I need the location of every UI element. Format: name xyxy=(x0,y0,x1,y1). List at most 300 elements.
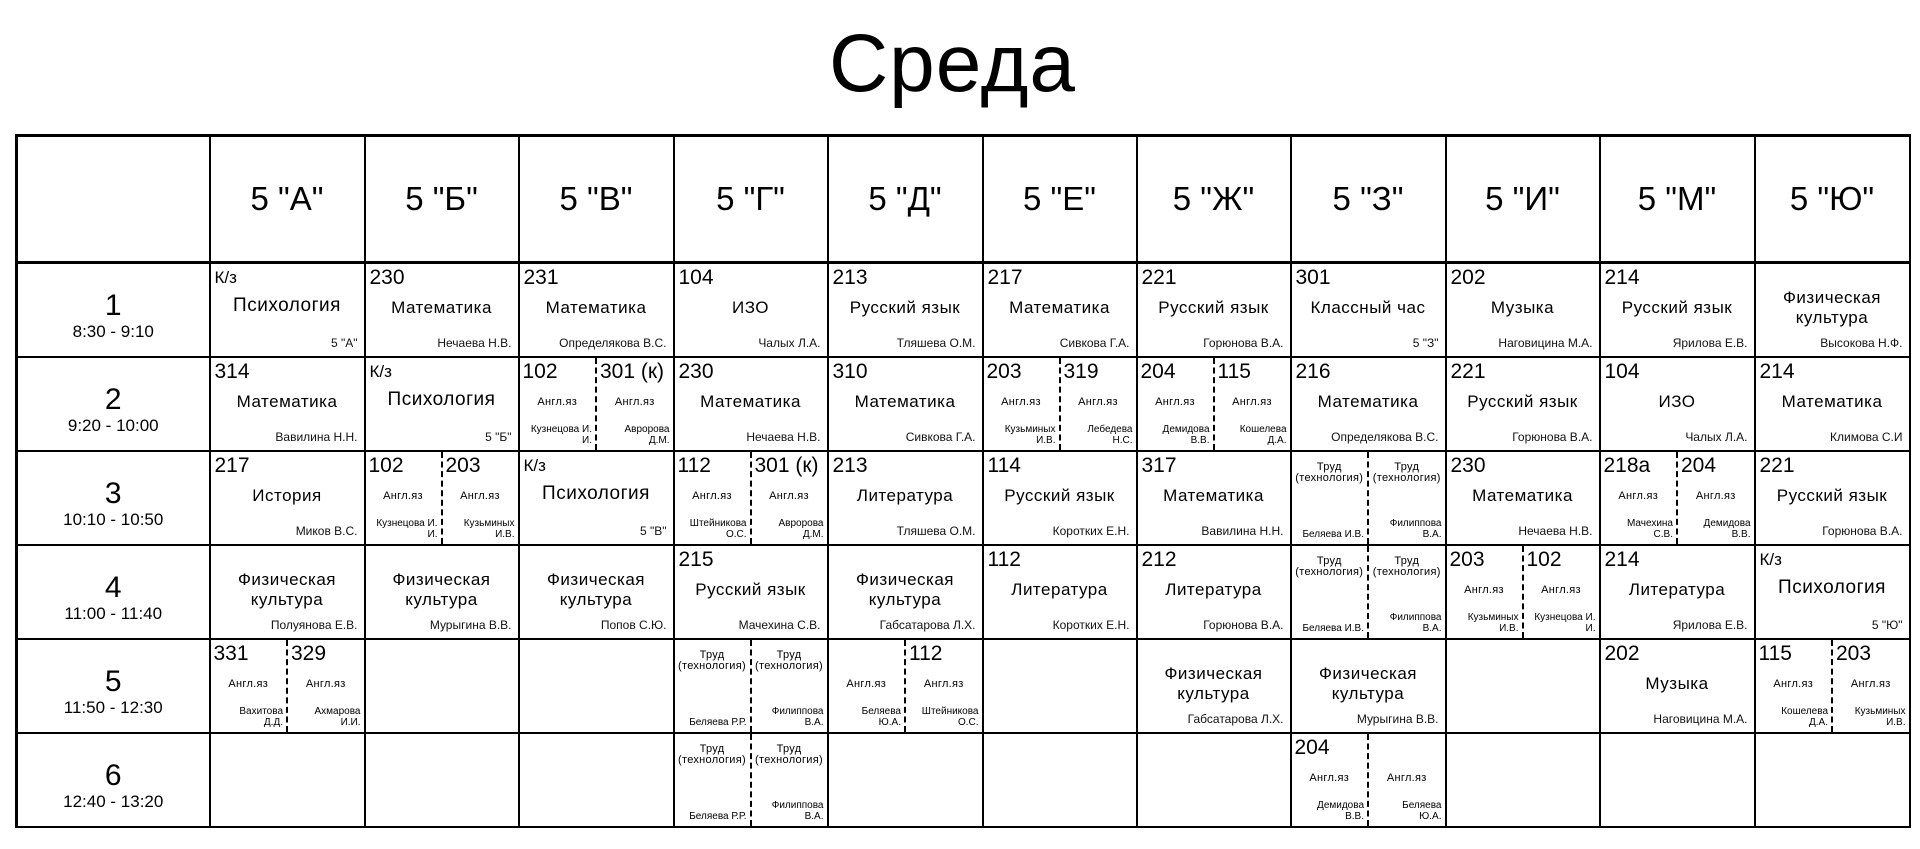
split-lesson xyxy=(829,640,982,732)
split-lesson xyxy=(1292,452,1445,544)
lesson-cell xyxy=(828,639,983,733)
subject-name: Англ.яз xyxy=(1773,678,1814,690)
lesson-cell xyxy=(1600,733,1755,827)
lesson xyxy=(984,264,1136,356)
room-number: 217 xyxy=(987,266,1023,289)
teacher-name: Беляева Р.Р. xyxy=(689,811,747,822)
subject-name: Психология xyxy=(1778,577,1886,598)
split-lesson xyxy=(675,452,827,544)
lesson xyxy=(1756,358,1909,450)
room-number: 203 xyxy=(1449,548,1485,571)
subject-name: Труд (технология) xyxy=(755,743,823,766)
subject-name: Труд (технология) xyxy=(678,743,746,766)
subject-name: Англ.яз xyxy=(923,678,964,690)
subject-name: Англ.яз xyxy=(1695,490,1736,502)
lesson xyxy=(1601,358,1754,450)
lesson xyxy=(675,358,827,450)
teacher-name: Демидова В.В. xyxy=(1703,518,1751,540)
lesson-cell xyxy=(674,545,828,639)
split-half xyxy=(441,452,518,544)
lesson-cell xyxy=(1137,263,1291,358)
lesson xyxy=(366,358,518,450)
lesson-cell xyxy=(1291,639,1446,733)
class-header-cell xyxy=(983,136,1137,263)
room-number: 104 xyxy=(1604,360,1640,383)
class-header-cell xyxy=(828,136,983,263)
lesson-cell xyxy=(1600,545,1755,639)
class-header-cell xyxy=(1600,136,1755,263)
lesson xyxy=(829,546,982,638)
room-number: 216 xyxy=(1295,360,1331,383)
teacher-name: 5 "Ю" xyxy=(1871,618,1903,632)
lesson-cell xyxy=(210,451,365,545)
period-number: 4 xyxy=(104,571,122,604)
lesson xyxy=(1292,640,1445,732)
lesson-cell xyxy=(983,451,1137,545)
teacher-name: Ярилова Е.В. xyxy=(1672,618,1748,632)
room-number: 319 xyxy=(1063,360,1099,383)
room-number: 203 xyxy=(986,360,1022,383)
subject-name: Физическая культура xyxy=(1783,288,1881,327)
subject-name: Классный час xyxy=(1310,298,1426,317)
subject-name: Труд (технология) xyxy=(1295,555,1364,578)
class-name: 5 "Г" xyxy=(716,180,785,217)
period-cell xyxy=(17,451,210,545)
lesson xyxy=(675,264,827,356)
room-number: 203 xyxy=(1836,642,1872,665)
lesson-cell xyxy=(1137,733,1291,827)
teacher-name: Беляева Р.Р. xyxy=(689,717,747,728)
split-half xyxy=(904,640,982,732)
class-name: 5 "И" xyxy=(1485,180,1560,217)
timetable-body xyxy=(17,263,1910,828)
room-number: 329 xyxy=(291,642,327,665)
teacher-name: Кузьминых И.В. xyxy=(1467,612,1519,634)
period-number: 5 xyxy=(104,665,122,698)
class-name: 5 "Д" xyxy=(868,180,942,217)
subject-name: Труд (технология) xyxy=(678,649,746,672)
room-number: 221 xyxy=(1759,454,1795,477)
subject-name: Англ.яз xyxy=(537,396,578,408)
lesson-cell xyxy=(1446,451,1600,545)
teacher-name: 5 "З" xyxy=(1412,336,1439,350)
subject-name: Англ.яз xyxy=(1078,396,1118,408)
subject-name: Психология xyxy=(233,295,341,316)
room-number: 218а xyxy=(1603,454,1651,477)
teacher-name: Ярилова Е.В. xyxy=(1672,336,1748,350)
subject-name: Русский язык xyxy=(1467,392,1578,411)
class-name: 5 "В" xyxy=(559,180,633,217)
subject-name: Англ.яз xyxy=(1464,584,1504,596)
split-half xyxy=(750,640,827,732)
teacher-name: Штейникова О.С. xyxy=(689,518,747,540)
lesson-cell xyxy=(983,545,1137,639)
teacher-name: Авророва Д.М. xyxy=(624,424,670,446)
room-number: 112 xyxy=(987,548,1021,571)
lesson-cell xyxy=(1600,451,1755,545)
teacher-name: Демидова В.В. xyxy=(1317,800,1364,822)
lesson xyxy=(1601,546,1754,638)
subject-name: Математика xyxy=(1163,486,1264,505)
teacher-name: Полуянова Е.В. xyxy=(270,618,358,632)
lesson xyxy=(675,546,827,638)
subject-name: Психология xyxy=(387,389,496,410)
lesson-cell xyxy=(210,545,365,639)
teacher-name: Беляева И.В. xyxy=(1302,623,1364,634)
split-half xyxy=(750,452,827,544)
room-number: 221 xyxy=(1450,360,1486,383)
lesson-cell xyxy=(1446,263,1600,358)
subject-name: Математика xyxy=(1009,298,1110,317)
period-row xyxy=(17,639,1910,733)
split-half xyxy=(1367,452,1445,544)
lesson-cell xyxy=(1137,545,1291,639)
lesson xyxy=(520,452,673,544)
lesson xyxy=(1756,546,1909,638)
class-header-cell xyxy=(1137,136,1291,263)
lesson-cell xyxy=(983,357,1137,451)
corner-cell xyxy=(17,136,210,263)
split-lesson xyxy=(1601,452,1754,544)
split-half xyxy=(1213,358,1290,450)
room-number: 204 xyxy=(1140,360,1176,383)
lesson-cell xyxy=(365,451,519,545)
room-number: 231 xyxy=(523,266,559,289)
lesson-cell xyxy=(828,263,983,358)
subject-name: Музыка xyxy=(1645,674,1709,693)
split-lesson xyxy=(366,452,518,544)
subject-name: Труд (технология) xyxy=(1372,555,1441,578)
room-number: 115 xyxy=(1758,642,1792,665)
period-number: 3 xyxy=(104,477,122,510)
lesson xyxy=(1447,264,1599,356)
subject-name: Математика xyxy=(391,298,492,317)
period-cell xyxy=(17,357,210,451)
teacher-name: Кузьминых И.В. xyxy=(463,518,515,540)
timetable xyxy=(15,134,1911,828)
teacher-name: Беляева И.В. xyxy=(1302,529,1364,540)
subject-name: ИЗО xyxy=(731,298,770,317)
teacher-name: Тляшева О.М. xyxy=(896,524,976,538)
period-number: 1 xyxy=(104,289,122,322)
room-number: 230 xyxy=(369,266,405,289)
teacher-name: Определякова В.С. xyxy=(559,336,667,350)
lesson-cell xyxy=(1755,545,1910,639)
subject-name: Литература xyxy=(1165,580,1262,599)
room-number: 202 xyxy=(1604,642,1640,665)
page-title: Среда xyxy=(828,18,1077,109)
split-lesson xyxy=(1292,546,1445,638)
teacher-name: Горюнова В.А. xyxy=(1203,618,1284,632)
room-number: 114 xyxy=(987,454,1021,477)
teacher-name: Мачехина С.В. xyxy=(1626,518,1673,540)
subject-name: Англ.яз xyxy=(305,678,346,690)
lesson-cell xyxy=(1600,263,1755,358)
lesson-cell xyxy=(1291,263,1446,358)
lesson-cell xyxy=(674,357,828,451)
subject-name: Физическая культура xyxy=(547,570,645,609)
class-header-row xyxy=(17,136,1910,263)
period-row xyxy=(17,451,1910,545)
teacher-name: Миков В.С. xyxy=(295,524,358,538)
lesson xyxy=(1756,452,1909,544)
split-half xyxy=(211,640,287,732)
teacher-name: 5 "Б" xyxy=(485,430,512,444)
room-number: 230 xyxy=(678,360,714,383)
split-half xyxy=(1059,358,1136,450)
lesson-cell xyxy=(519,545,674,639)
lesson xyxy=(984,546,1136,638)
subject-name: Англ.яз xyxy=(228,678,269,690)
class-name: 5 "З" xyxy=(1332,180,1404,217)
lesson xyxy=(211,452,364,544)
lesson-cell xyxy=(519,263,674,358)
teacher-name: Вавилина Н.Н. xyxy=(1201,524,1284,538)
lesson-cell xyxy=(1755,263,1910,358)
lesson-cell xyxy=(828,451,983,545)
lesson xyxy=(984,452,1136,544)
lesson-cell xyxy=(519,357,674,451)
room-number: 310 xyxy=(832,360,868,383)
teacher-name: Чалых Л.А. xyxy=(758,336,821,350)
subject-name: Русский язык xyxy=(1621,298,1733,317)
room-number: 214 xyxy=(1604,548,1640,571)
room-number: 317 xyxy=(1141,454,1177,477)
lesson-cell xyxy=(519,451,674,545)
split-half xyxy=(984,358,1059,450)
subject-name: Математика xyxy=(1317,392,1419,411)
lesson-cell xyxy=(1291,733,1446,827)
lesson-cell xyxy=(828,357,983,451)
class-header-cell xyxy=(1755,136,1910,263)
teacher-name: Сивкова Г.А. xyxy=(905,430,976,444)
split-half xyxy=(520,358,596,450)
period-time: 11:00 - 11:40 xyxy=(64,604,163,623)
split-half xyxy=(1756,640,1832,732)
subject-name: Англ.яз xyxy=(1155,396,1195,408)
room-number: 112 xyxy=(677,454,711,477)
subject-name: Математика xyxy=(854,392,956,411)
teacher-name: Демидова В.В. xyxy=(1162,424,1210,446)
lesson xyxy=(366,264,518,356)
split-half xyxy=(1831,640,1909,732)
lesson xyxy=(1601,640,1754,732)
subject-name: Русский язык xyxy=(1776,486,1888,505)
split-half xyxy=(1601,452,1677,544)
period-cell xyxy=(17,263,210,358)
subject-name: Труд (технология) xyxy=(755,649,823,672)
subject-name: Англ.яз xyxy=(1386,772,1427,784)
room-number: 102 xyxy=(368,454,404,477)
period-cell xyxy=(17,733,210,827)
room-number: 102 xyxy=(1526,548,1562,571)
teacher-name: Кузьминых И.В. xyxy=(1854,706,1906,728)
split-half xyxy=(1447,546,1522,638)
lesson-cell xyxy=(1291,451,1446,545)
teacher-name: Штейникова О.С. xyxy=(921,706,979,728)
lesson-cell xyxy=(674,639,828,733)
lesson xyxy=(1447,358,1599,450)
room-number: 301 (к) xyxy=(754,454,819,477)
split-half xyxy=(675,640,750,732)
split-half xyxy=(1676,452,1754,544)
teacher-name: Кузнецова И. И. xyxy=(376,518,438,540)
split-lesson xyxy=(520,358,673,450)
lesson-cell xyxy=(365,263,519,358)
subject-name: ИЗО xyxy=(1658,392,1696,411)
teacher-name: Тляшева О.М. xyxy=(896,336,976,350)
subject-name: Математика xyxy=(1472,486,1573,505)
split-half xyxy=(1367,546,1445,638)
period-time: 9:20 - 10:00 xyxy=(67,416,159,435)
subject-name: Англ.яз xyxy=(1309,772,1350,784)
teacher-name: Климова С.И xyxy=(1830,430,1903,444)
lesson-cell xyxy=(1446,733,1600,827)
teacher-name: Кошелева Д.А. xyxy=(1781,706,1828,728)
lesson xyxy=(211,264,364,356)
teacher-name: Кузнецова И. И. xyxy=(1534,612,1596,634)
class-header-cell xyxy=(210,136,365,263)
lesson-cell xyxy=(210,263,365,358)
subject-name: Русский язык xyxy=(695,580,806,599)
lesson-cell xyxy=(1755,733,1910,827)
lesson xyxy=(829,358,982,450)
subject-name: Русский язык xyxy=(1158,298,1269,317)
room-number: 104 xyxy=(678,266,714,289)
subject-name: Физическая культура xyxy=(392,570,491,609)
lesson-cell xyxy=(365,639,519,733)
period-cell xyxy=(17,545,210,639)
teacher-name: Вавилина Н.Н. xyxy=(275,430,358,444)
class-header-cell xyxy=(1446,136,1600,263)
split-lesson xyxy=(1138,358,1290,450)
teacher-name: 5 "А" xyxy=(330,336,358,350)
subject-name: Литература xyxy=(856,486,954,505)
lesson-cell xyxy=(1446,639,1600,733)
teacher-name: Нечаева Н.В. xyxy=(437,336,512,350)
subject-name: Физическая культура xyxy=(856,570,954,609)
lesson-cell xyxy=(365,733,519,827)
split-half xyxy=(829,640,905,732)
room-number: К/з xyxy=(1759,550,1782,569)
subject-name: Русский язык xyxy=(849,298,961,317)
teacher-name: Беляева Ю.А. xyxy=(1402,800,1442,822)
subject-name: Музыка xyxy=(1490,298,1555,317)
subject-name: Физическая культура xyxy=(238,570,336,609)
lesson-cell xyxy=(1137,451,1291,545)
teacher-name: Горюнова В.А. xyxy=(1512,430,1593,444)
subject-name: Англ.яз xyxy=(846,678,887,690)
lesson xyxy=(520,264,673,356)
teacher-name: Габсатарова Л.Х. xyxy=(879,618,976,632)
subject-name: Англ.яз xyxy=(1618,490,1659,502)
room-number: 331 xyxy=(213,642,249,665)
lesson-cell xyxy=(519,639,674,733)
room-number: 213 xyxy=(832,266,868,289)
lesson xyxy=(1447,452,1599,544)
room-number: 214 xyxy=(1759,360,1795,383)
lesson-cell xyxy=(1600,639,1755,733)
split-lesson xyxy=(211,640,364,732)
lesson-cell xyxy=(674,451,828,545)
class-name: 5 "М" xyxy=(1637,180,1717,217)
teacher-name: Ахмарова И.И. xyxy=(314,706,361,728)
lesson-cell xyxy=(1291,545,1446,639)
class-header-cell xyxy=(1291,136,1446,263)
lesson xyxy=(520,546,673,638)
lesson-cell xyxy=(674,263,828,358)
period-cell xyxy=(17,639,210,733)
teacher-name: Вахитова Д.Д. xyxy=(239,706,283,728)
room-number: 202 xyxy=(1450,266,1486,289)
teacher-name: Филиппова В.А. xyxy=(1389,612,1442,634)
lesson xyxy=(1138,452,1290,544)
teacher-name: Горюнова В.А. xyxy=(1203,336,1284,350)
lesson xyxy=(1601,264,1754,356)
lesson xyxy=(211,358,364,450)
subject-name: Англ.яз xyxy=(614,396,655,408)
lesson-cell xyxy=(983,733,1137,827)
lesson-cell xyxy=(828,545,983,639)
class-name: 5 "Ж" xyxy=(1172,180,1255,217)
room-number: 115 xyxy=(1217,360,1251,383)
teacher-name: 5 "В" xyxy=(639,524,667,538)
subject-name: Математика xyxy=(1781,392,1883,411)
room-number: 301 xyxy=(1295,266,1331,289)
split-half xyxy=(1522,546,1599,638)
room-number: 217 xyxy=(214,454,250,477)
split-half xyxy=(675,734,750,826)
teacher-name: Наговицина М.А. xyxy=(1498,336,1593,350)
teacher-name: Коротких Е.Н. xyxy=(1052,524,1130,538)
lesson-cell xyxy=(210,733,365,827)
lesson-cell xyxy=(1446,357,1600,451)
lesson-cell xyxy=(365,545,519,639)
subject-name: Физическая культура xyxy=(1319,664,1417,703)
subject-name: Англ.яз xyxy=(1541,584,1581,596)
room-number: 214 xyxy=(1604,266,1640,289)
room-number: 203 xyxy=(445,454,481,477)
teacher-name: Горюнова В.А. xyxy=(1822,524,1903,538)
subject-name: Физическая культура xyxy=(1164,664,1263,703)
lesson-cell xyxy=(1137,357,1291,451)
teacher-name: Габсатарова Л.Х. xyxy=(1187,712,1284,726)
lesson-cell xyxy=(365,357,519,451)
subject-name: Литература xyxy=(1628,580,1726,599)
lesson-cell xyxy=(519,733,674,827)
lesson xyxy=(211,546,364,638)
period-number: 2 xyxy=(104,383,122,416)
subject-name: Математика xyxy=(700,392,801,411)
room-number: 204 xyxy=(1294,736,1330,759)
period-row xyxy=(17,357,1910,451)
room-number: 102 xyxy=(522,360,558,383)
room-number: К/з xyxy=(214,268,237,287)
class-header-cell xyxy=(365,136,519,263)
split-lesson xyxy=(1292,734,1445,826)
lesson-cell xyxy=(1755,451,1910,545)
teacher-name: Чалых Л.А. xyxy=(1685,430,1748,444)
teacher-name: Попов С.Ю. xyxy=(600,618,667,632)
period-time: 10:10 - 10:50 xyxy=(63,510,164,529)
lesson-cell xyxy=(1291,357,1446,451)
lesson xyxy=(1292,358,1445,450)
split-half xyxy=(675,452,750,544)
split-half xyxy=(1292,546,1368,638)
period-number: 6 xyxy=(104,759,122,792)
subject-name: Математика xyxy=(236,392,338,411)
lesson xyxy=(829,264,982,356)
